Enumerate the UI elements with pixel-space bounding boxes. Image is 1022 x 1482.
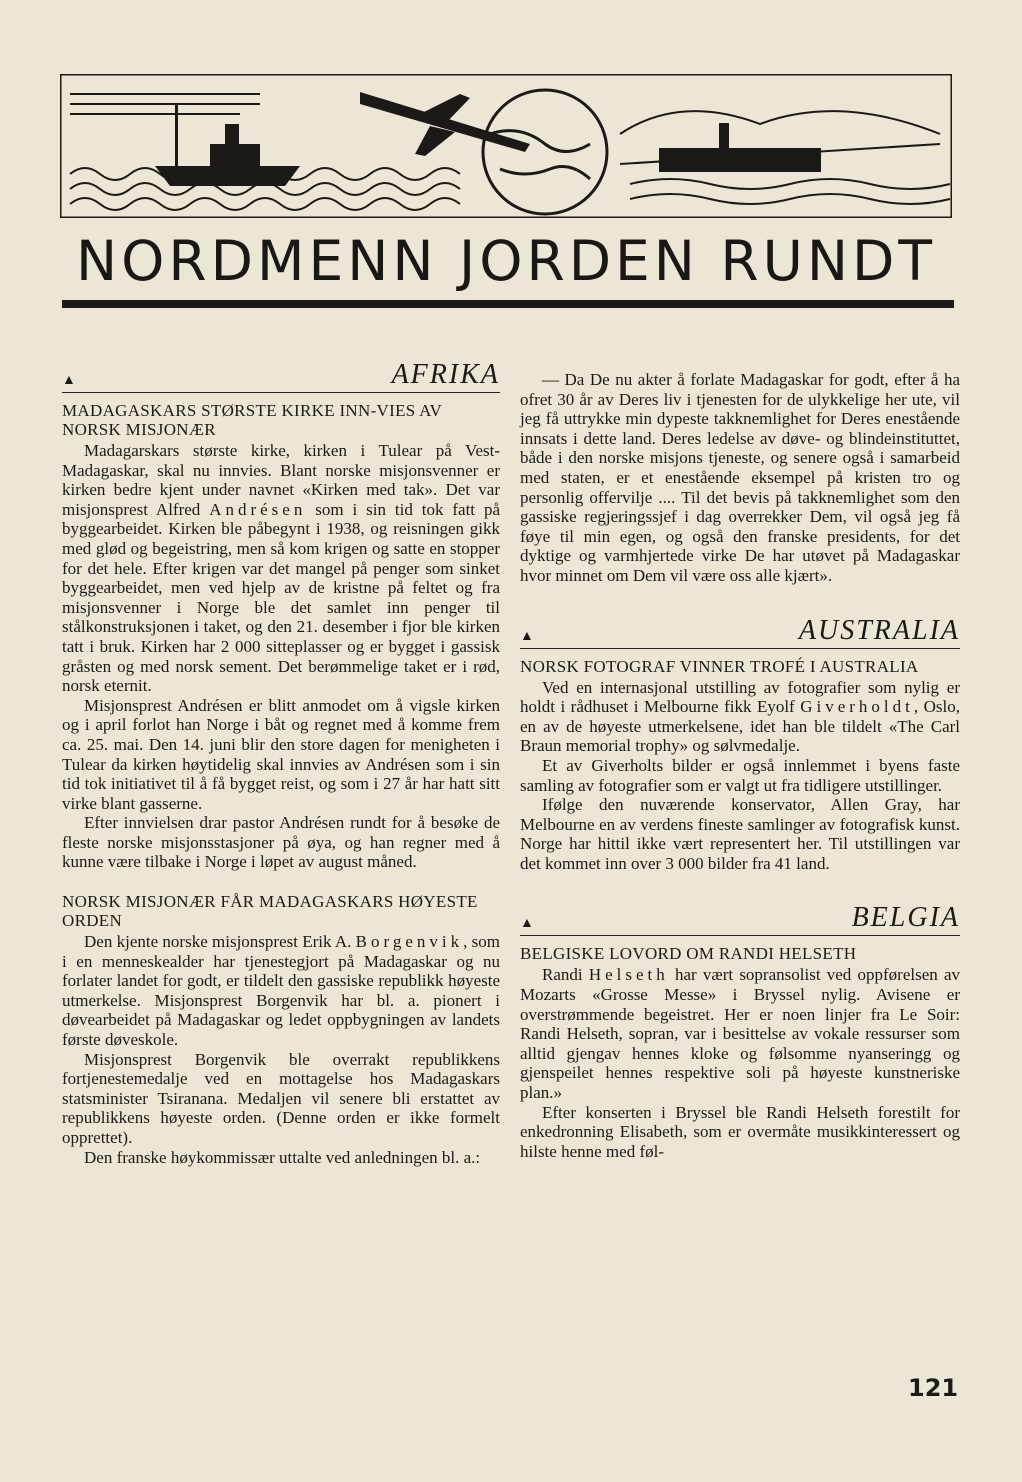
- article-headline: NORSK FOTOGRAF VINNER TROFÉ I AUSTRALIA: [520, 656, 919, 676]
- article-headline: NORSK MISJONÆR FÅR MADAGASKARS HØYESTE ORDEN: [62, 892, 478, 931]
- region-name: AUSTRALIA: [798, 614, 960, 646]
- article-paragraph: Efter innvielsen drar pastor Andrésen rundt for å besøke de fleste norske misjonsstasjoner på øya, og han regner med å kunne være tilbake i Norge i løpet av august måned.: [62, 813, 500, 872]
- article-paragraph: Madagarskars største kirke, kirken i Tulear på Vest-Madagaskar, skal nu innvies. Blant norske misjonsvenner er kirken bedre kjent under navnet «Kirken med tak». Det var misjonsprest Alfred Andrésen som i sin tid tok fatt på byggearbeidet. Kirken ble påbegynt i 1938, og reisningen gikk med glød og begeistring, men så kom krigen og satte en stopper for det hele. Efter krigen var det mangel på penger som sinket byggearbeidet, men ved hjelp av de kristne på feltet og fra misjonsvenner i Norge ble det samlet inn penger til stålkonstruksjonen i taket, og den 21. desember i fjor ble kirken tatt i bruk. Kirken har 2 000 sitteplasser og er bygget i gassisk gråsten og med norsk sement. Det berømmelige taket er i rød, norsk eternit.: [62, 441, 500, 696]
- article-headline: MADAGASKARS STØRSTE KIRKE INN-VIES AV NORSK MISJONÆR: [62, 401, 442, 439]
- region-name: AFRIKA: [391, 359, 500, 390]
- article-paragraph: Randi Helseth har vært sopransolist ved oppførelsen av Mozarts «Grosse Messe» i Bryssel nylig. Avisene er overstrømmende begeistret. Her er noen linjer fra Le Soir: Randi Helseth, sopran, var i besittelse av vokale ressurser som alltid gjengav hennes kloke og følsomme nyanseringg og gjenspeilet hennes respektive soli på høyeste kunstneriske plan.»: [520, 965, 961, 1103]
- page-title: NORDMENN JORDEN RUNDT: [76, 229, 936, 293]
- article-paragraph: Misjonsprest Borgenvik ble overrakt republikkens fortjenestemedalje ved en mottagelse hos Madagaskars statsminister Tsiranana. Medaljen vil senere bli erstattet av republikkens høyeste orden. (Denne orden er ikke formelt opprettet).: [62, 1049, 500, 1147]
- region-heading-australia: [520, 616, 960, 649]
- page-number: 121: [908, 1374, 959, 1402]
- region-name: BELGIA: [851, 902, 960, 934]
- article-paragraph: Et av Giverholts bilder er også innlemmet i byens faste samling av fotografier som er valgt ut fra tidligere utstillinger.: [520, 755, 960, 795]
- article-paragraph: Ifølge den nuværende konservator, Allen Gray, har Melbourne en av verdens fineste samlinger av fotografisk kunst. Norge har hittil ikke vært representert her. Til utstillingen var det kommet inn over 3 000 bilder fra 41 land.: [520, 795, 960, 873]
- article-paragraph: — Da De nu akter å forlate Madagaskar for godt, efter å ha ofret 30 år av Deres liv i tjenesten for de ulykkelige her ute, vil jeg få uttrykke min dypeste takknemlighet for Deres enestående innsats i dette land. Deres ledelse av døve- og blindeinstituttet, både i den norske misjons tjeneste, og senere også i samarbeid med staten, er et enestående eksempel på kristen tro og personlig offervilje .... Til det bevis på takknemlighet som den gassiske regjeringssjef i dag overrekker Dem, vil også jeg få føye til min egen, og også den franske presidents, for det dyktige og varmhjertede virke De har utøvet på Madagaskar hvor minnet om Dem vil være oss alle kjært».: [520, 370, 960, 585]
- article-paragraph: Efter konserten i Bryssel ble Randi Helseth forestilt for enkedronning Elisabeth, som er overmåte musikkinteressert og hilste henne med føl-: [520, 1102, 960, 1161]
- region-heading-belgia: [520, 903, 960, 936]
- article-headline: BELGISKE LOVORD OM RANDI HELSETH: [520, 944, 857, 964]
- article-paragraph: Den franske høykommissær uttalte ved anledningen bl. a.:: [84, 1147, 481, 1167]
- triangle-icon: ▲: [62, 373, 76, 388]
- article-paragraph: Misjonsprest Andrésen er blitt anmodet om å vigsle kirken og i april forlot han Norge i båt og regnet med å komme frem ca. 25. mai. Den 14. juni blir den store dagen for menigheten i Tulear da kirken høytidelig skal innvies av Andrésen som i sin tid tok initiativet til å få bygget reist, og som i 27 år har hatt sitt virke blant gasserne.: [62, 695, 500, 813]
- title-rule: [62, 300, 954, 308]
- right-column: [520, 370, 960, 1161]
- left-column: [62, 360, 500, 1167]
- triangle-icon: ▲: [520, 916, 534, 932]
- banner-illustration: [60, 74, 952, 218]
- triangle-icon: ▲: [520, 628, 534, 644]
- region-heading-afrika: [62, 360, 500, 393]
- article-paragraph: Den kjente norske misjonsprest Erik A. Borgenvik, som i en menneskealder har tjenestegjort på Madagaskar og nu forlater landet for godt, er tildelt den gassiske republikk høyeste utmerkelse. Misjonsprest Borgenvik har bl. a. pionert i døvearbeidet på Madagaskar og ledet oppbygningen av landets første døveskole.: [62, 932, 500, 1050]
- article-paragraph: Ved en internasjonal utstilling av fotografier som nylig er holdt i rådhuset i Melbourne fikk Eyolf Giverholdt, Oslo, en av de høyeste utmerkelsene, idet han ble tildelt «The Carl Braun memorial trophy» og sølvmedalje.: [520, 677, 960, 756]
